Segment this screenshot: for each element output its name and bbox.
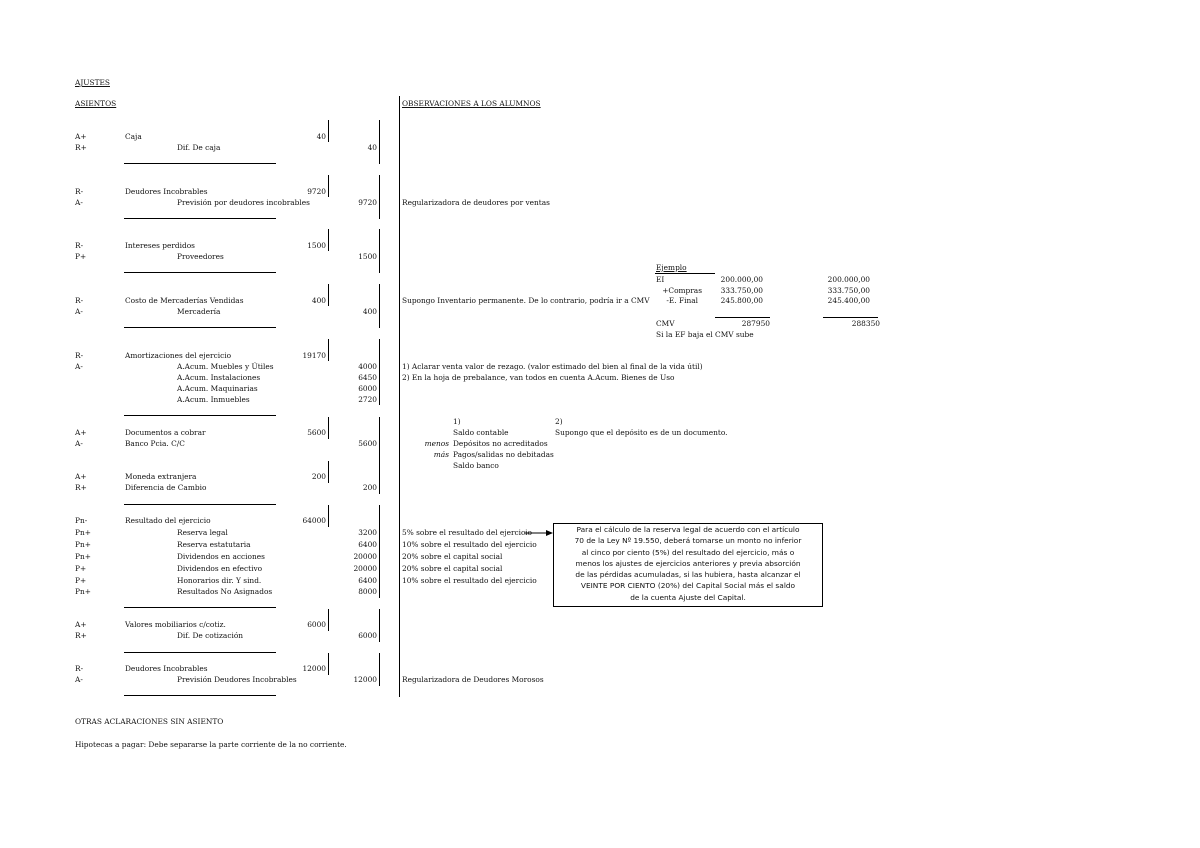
text-cell: Diferencia de Cambio (125, 483, 207, 492)
text-cell: 1500 (307, 241, 326, 250)
rule-line (124, 695, 276, 696)
text-cell: 4000 (358, 362, 377, 371)
text-cell: 6000 (307, 620, 326, 629)
column-line (328, 505, 329, 527)
column-line (379, 175, 380, 219)
rule-line (715, 317, 770, 318)
column-line (379, 461, 380, 494)
text-cell: Reserva estatutaria (177, 540, 251, 549)
rule-line (124, 218, 276, 219)
text-cell: Reserva legal (177, 528, 228, 537)
text-cell: Saldo banco (453, 461, 499, 470)
text-cell: Deudores Incobrables (125, 664, 208, 673)
text-cell: 2720 (358, 395, 377, 404)
text-cell: Dif. De cotización (177, 631, 244, 640)
text-cell: 40 (316, 132, 326, 141)
text-cell: Si la EF baja el CMV sube (656, 330, 754, 339)
text-cell: Dividendos en efectivo (177, 564, 263, 573)
column-line (328, 229, 329, 251)
text-cell: A+ (75, 428, 87, 437)
reserva-legal-note (553, 523, 823, 607)
column-line (379, 417, 380, 461)
text-cell: Intereses perdidos (125, 241, 195, 250)
text-cell: menos (424, 439, 449, 448)
otras-aclaraciones: OTRAS ACLARACIONES SIN ASIENTO (75, 717, 224, 726)
text-cell: A.Acum. Instalaciones (177, 373, 261, 382)
text-cell: 70 de la Ley Nº 19.550, deberá tomarse un monto no inferior (574, 536, 802, 546)
text-cell: A.Acum. Maquinarias (177, 384, 258, 393)
text-cell: Supongo que el depósito es de un documento. (555, 428, 728, 437)
text-cell: Ejemplo (656, 263, 687, 272)
text-cell: 12000 (302, 664, 326, 673)
text-cell: 333.750,00 (720, 286, 763, 295)
text-cell: Pn- (75, 516, 88, 525)
text-cell: A- (75, 307, 83, 316)
text-cell: 1) Aclarar venta valor de rezago. (valor estimado del bien al final de la vida útil) (402, 362, 703, 371)
text-cell: 400 (311, 296, 326, 305)
text-cell: 6000 (358, 631, 377, 640)
text-cell: 20% sobre el capital social (402, 552, 503, 561)
text-cell: más (433, 450, 449, 459)
text-cell: Proveedores (177, 252, 224, 261)
text-cell: R- (75, 296, 84, 305)
text-cell: Costo de Mercaderías Vendidas (125, 296, 244, 305)
text-cell: 64000 (302, 516, 326, 525)
text-cell: 288350 (851, 319, 880, 328)
text-cell: P+ (75, 576, 87, 585)
text-cell: 10% sobre el resultado del ejercicio (402, 576, 537, 585)
text-cell: R+ (75, 483, 87, 492)
text-cell: 287950 (741, 319, 770, 328)
text-cell: EI (656, 275, 665, 284)
text-cell: R- (75, 351, 84, 360)
rule-line (655, 273, 715, 274)
text-cell: A- (75, 675, 83, 684)
rule-line (124, 607, 276, 608)
text-cell: 12000 (353, 675, 377, 684)
rule-line (124, 415, 276, 416)
column-line (379, 120, 380, 164)
column-line (328, 120, 329, 142)
text-cell: Para el cálculo de la reserva legal de acuerdo con el artículo (576, 525, 800, 534)
column-line (328, 417, 329, 439)
text-cell: A- (75, 198, 83, 207)
text-cell: Dividendos en acciones (177, 552, 265, 561)
text-cell: 245.800,00 (720, 296, 763, 305)
text-cell: Pn+ (75, 587, 91, 596)
text-cell: 2) En la hoja de prebalance, van todos en cuenta A.Acum. Bienes de Uso (402, 373, 675, 382)
text-cell: Previsión Deudores Incobrables (177, 675, 297, 684)
text-cell: 20% sobre el capital social (402, 564, 503, 573)
text-cell: Pagos/salidas no debitadas (453, 450, 554, 459)
column-line (328, 175, 329, 197)
column-line (379, 505, 380, 598)
text-cell: Deudores Incobrables (125, 187, 208, 196)
text-cell: Depósitos no acreditados (453, 439, 548, 448)
text-cell: 5600 (358, 439, 377, 448)
column-line (328, 653, 329, 675)
text-cell: Pn+ (75, 540, 91, 549)
text-cell: -E. Final (666, 296, 698, 305)
text-cell: 200.000,00 (827, 275, 870, 284)
text-cell: Honorarios dir. Y sind. (177, 576, 262, 585)
text-cell: A- (75, 362, 83, 371)
text-cell: A- (75, 439, 83, 448)
text-cell: al cinco por ciento (5%) del resultado del ejercicio, más o (581, 547, 795, 557)
text-cell: Caja (125, 132, 142, 141)
text-cell: 5% sobre el resultado del ejercicio (402, 528, 532, 537)
text-cell: VEINTE POR CIENTO (20%) del Capital Social más el saldo (580, 581, 796, 591)
text-cell: Dif. De caja (177, 143, 221, 152)
text-cell: R- (75, 187, 84, 196)
text-cell: A+ (75, 472, 87, 481)
text-cell: 6000 (358, 384, 377, 393)
text-cell: 3200 (358, 528, 377, 537)
text-cell: 6450 (358, 373, 377, 382)
text-cell: R+ (75, 631, 87, 640)
rule-line (124, 272, 276, 273)
text-cell: 10% sobre el resultado del ejercicio (402, 540, 537, 549)
text-cell: A.Acum. Muebles y Útiles (177, 362, 274, 371)
column-line (379, 229, 380, 273)
text-cell: 6400 (358, 540, 377, 549)
text-cell: 245.400,00 (827, 296, 870, 305)
text-cell: Supongo Inventario permanente. De lo contrario, podría ir a CMV (402, 296, 650, 305)
text-cell: 2) (555, 417, 563, 426)
text-cell: Resultados No Asignados (177, 587, 273, 596)
text-cell: Previsión por deudores incobrables (177, 198, 310, 207)
text-cell: 1) (453, 417, 461, 426)
column-line (328, 609, 329, 631)
text-cell: Documentos a cobrar (125, 428, 206, 437)
column-line (328, 284, 329, 306)
text-cell: de la cuenta Ajuste del Capital. (630, 592, 746, 602)
text-cell: Pn+ (75, 528, 91, 537)
rule-line (124, 163, 276, 164)
text-cell: P+ (75, 252, 87, 261)
text-cell: 5600 (307, 428, 326, 437)
text-cell: Banco Pcia. C/C (125, 439, 185, 448)
text-cell: menos los ajustes de ejercicios anteriores y previa absorción (575, 558, 801, 568)
arrow-right-icon (524, 529, 554, 537)
hipotecas-note: Hipotecas a pagar: Debe separarse la parte corriente de la no corriente. (75, 740, 347, 749)
text-cell: A.Acum. Inmuebles (177, 395, 250, 404)
column-line (379, 653, 380, 686)
text-cell: Mercadería (177, 307, 221, 316)
text-cell: 8000 (358, 587, 377, 596)
column-line (328, 461, 329, 483)
text-cell: 200 (362, 483, 377, 492)
text-cell: 20000 (353, 552, 377, 561)
column-line (379, 284, 380, 328)
text-cell: Resultado del ejercicio (125, 516, 211, 525)
rule-line (124, 327, 276, 328)
text-cell: 9720 (307, 187, 326, 196)
text-cell: Regularizadora de Deudores Morosos (402, 675, 544, 684)
text-cell: 20000 (353, 564, 377, 573)
text-cell: Valores mobiliarios c/cotiz. (125, 620, 226, 629)
rule-line (124, 504, 276, 505)
text-cell: Pn+ (75, 552, 91, 561)
text-cell: R- (75, 241, 84, 250)
text-cell: R- (75, 664, 84, 673)
text-cell: A+ (75, 132, 87, 141)
text-cell: P+ (75, 564, 87, 573)
text-cell: Saldo contable (453, 428, 509, 437)
text-cell: A+ (75, 620, 87, 629)
column-line (328, 339, 329, 361)
text-cell: 400 (362, 307, 377, 316)
text-cell: 200 (311, 472, 326, 481)
text-cell: 6400 (358, 576, 377, 585)
text-cell: Moneda extranjera (125, 472, 197, 481)
asientos-header: ASIENTOS (75, 99, 117, 108)
text-cell: 40 (367, 143, 377, 152)
text-cell: Regularizadora de deudores por ventas (402, 198, 550, 207)
column-line (379, 609, 380, 642)
text-cell: 200.000,00 (720, 275, 763, 284)
text-cell: R+ (75, 143, 87, 152)
page-heading: AJUSTES (75, 78, 110, 87)
text-cell: +Compras (662, 286, 702, 295)
column-line (379, 339, 380, 405)
text-cell: 333.750,00 (827, 286, 870, 295)
text-cell: de las pérdidas acumuladas, si las hubiera, hasta alcanzar el (575, 570, 801, 580)
text-cell: 1500 (358, 252, 377, 261)
observations-divider (399, 96, 400, 697)
rule-line (124, 652, 276, 653)
text-cell: Amortizaciones del ejercicio (125, 351, 232, 360)
text-cell: 19170 (302, 351, 326, 360)
text-cell: 9720 (358, 198, 377, 207)
text-cell: CMV (656, 319, 675, 328)
observaciones-header: OBSERVACIONES A LOS ALUMNOS (402, 99, 541, 108)
rule-line (823, 317, 878, 318)
